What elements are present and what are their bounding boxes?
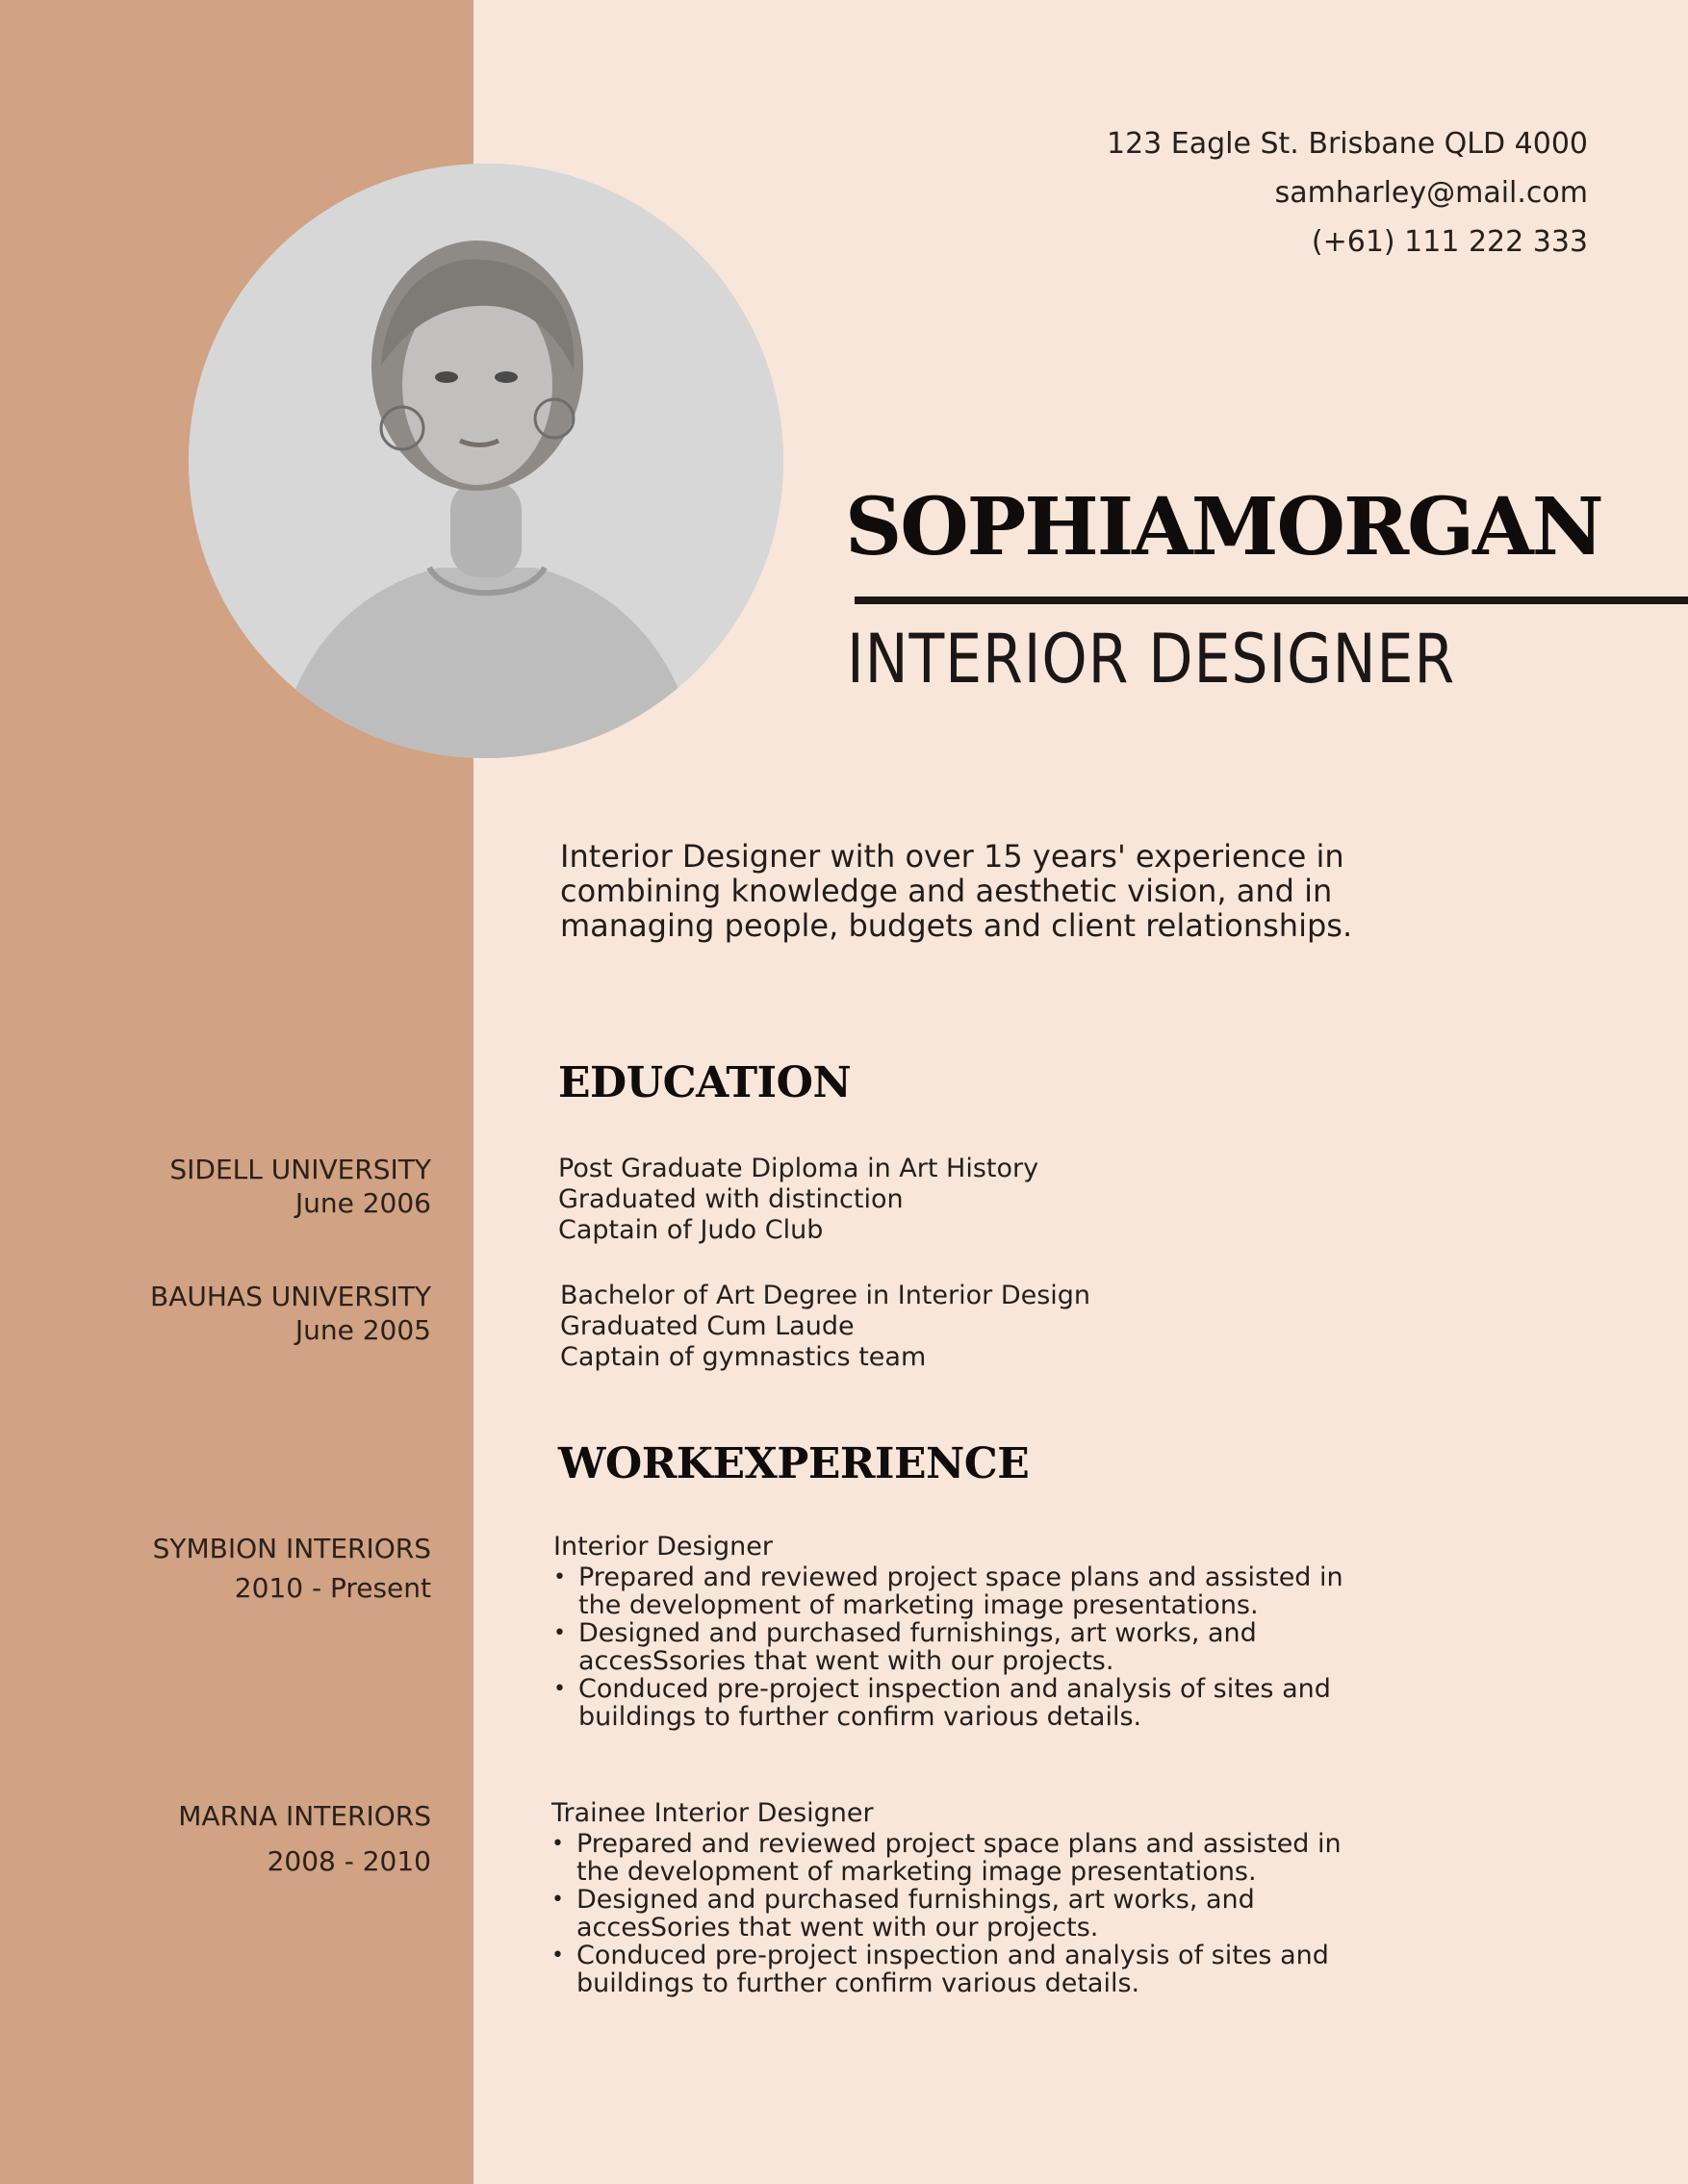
address-text: 123 Eagle St. Brisbane QLD 4000 [1106,127,1588,161]
education-details [560,1281,1090,1373]
candidate-job-title: INTERIOR DESIGNER [847,620,1456,698]
experience-bullet: • Designed and purchased furnishings, art works, and accesSsories that went with our projects. [553,1619,1381,1675]
candidate-name: SOPHIAMORGAN [845,481,1602,573]
experience-role: Interior Designer [553,1532,774,1562]
profile-summary: Interior Designer with over 15 years' experience in combining knowledge and aesthetic vision, and in managing people, budgets and client relationships. [560,838,1353,944]
experience-entry-side [178,1799,431,1878]
profile-photo [189,164,783,758]
experience-period: 2010 - Present [234,1572,431,1604]
experience-bullet: • Conduced pre-project inspection and analysis of sites and buildings to further confirm various details. [551,1942,1379,1997]
phone-text: (+61) 111 222 333 [1311,225,1588,259]
experience-role: Trainee Interior Designer [551,1798,874,1828]
experience-entry [551,1797,1379,1997]
education-school: SIDELL UNIVERSITY [169,1154,431,1185]
contact-block [1107,119,1588,267]
experience-company: MARNA INTERIORS [178,1800,431,1832]
education-detail-line: Captain of gymnastics team [560,1342,927,1372]
education-school: BAUHAS UNIVERSITY [150,1281,431,1312]
experience-bullet-list [551,1830,1379,1997]
experience-bullet: • Prepared and reviewed project space plans and assisted in the development of marketing image presentations. [553,1563,1381,1619]
email-text: samharley@mail.com [1274,176,1588,210]
education-entry-side [150,1280,431,1347]
experience-period: 2008 - 2010 [267,1845,431,1877]
experience-bullet: • Designed and purchased furnishings, art works, and accesSories that went with our projects. [551,1886,1379,1942]
experience-heading: WORKEXPERIENCE [558,1439,1030,1488]
experience-entry [553,1531,1381,1731]
education-detail-line: Graduated with distinction [558,1184,904,1214]
education-heading: EDUCATION [558,1058,852,1107]
experience-bullet: • Prepared and reviewed project space plans and assisted in the development of marketing image presentations. [551,1830,1379,1886]
experience-company: SYMBION INTERIORS [152,1533,431,1564]
education-detail-line: Graduated Cum Laude [560,1311,855,1341]
education-date: June 2005 [294,1314,431,1346]
education-date: June 2006 [294,1187,431,1219]
education-detail-line: Bachelor of Art Degree in Interior Design [560,1281,1091,1310]
name-divider [855,597,1688,604]
education-detail-line: Post Graduate Diploma in Art History [558,1154,1039,1183]
education-detail-line: Captain of Judo Club [558,1215,824,1245]
education-entry-side [169,1153,431,1220]
experience-bullet: • Conduced pre-project inspection and analysis of sites and buildings to further confirm various details. [553,1675,1381,1731]
experience-entry-side [153,1532,431,1605]
education-details [558,1154,1038,1246]
experience-bullet-list [553,1563,1381,1731]
